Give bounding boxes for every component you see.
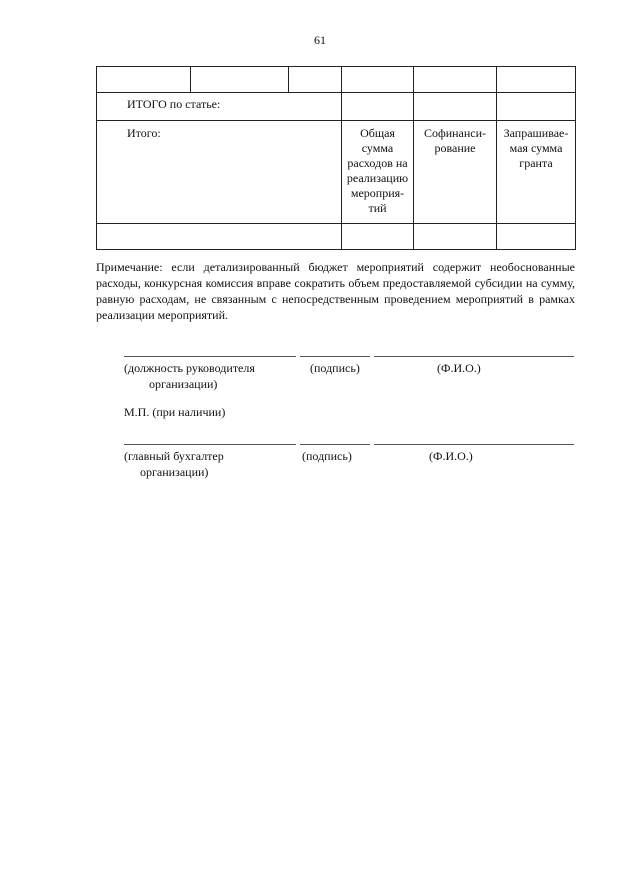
total-expenses-header [342, 121, 414, 224]
table-cell [342, 224, 414, 250]
head-fio-line [374, 356, 574, 357]
table-row [97, 121, 576, 224]
table-cell [497, 67, 576, 93]
table-cell [289, 67, 342, 93]
table-cell [97, 67, 191, 93]
header-line: Общая [360, 126, 395, 140]
table-row [97, 67, 576, 93]
header-line: гранта [519, 156, 553, 170]
accountant-fio-line [374, 444, 574, 445]
table-cell [342, 67, 414, 93]
budget-table [96, 66, 576, 250]
accountant-position-label-2: организации) [140, 465, 209, 479]
header-line: Софинанси- [423, 126, 487, 140]
header-line: реализацию [346, 171, 409, 185]
accountant-signature-label: (подпись) [302, 449, 352, 463]
table-cell [497, 224, 576, 250]
header-line: мая сумма [509, 141, 563, 155]
head-position-line [124, 356, 296, 357]
header-line: сумма [361, 141, 394, 155]
header-line: мероприя- [350, 186, 405, 200]
table-row [97, 224, 576, 250]
table-cell [97, 224, 342, 250]
head-position-label: (должность руководителя [124, 361, 255, 375]
table-cell [414, 93, 497, 121]
cofinancing-header [414, 121, 497, 224]
header-line: тий [368, 201, 387, 215]
accountant-position-line [124, 444, 296, 445]
accountant-fio-label: (Ф.И.О.) [429, 449, 473, 463]
header-line: рование [434, 141, 476, 155]
table-cell [414, 67, 497, 93]
accountant-signature-line [300, 444, 370, 445]
head-signature-label: (подпись) [310, 361, 360, 375]
table-row [97, 93, 576, 121]
header-line: Запрашивае- [503, 126, 569, 140]
table-cell [191, 67, 289, 93]
grant-requested-header [497, 121, 576, 224]
note-paragraph: Примечание: если детализированный бюджет мероприятий содержит необоснованные расходы, конкурсная комиссия вправе сократить объем предоставляемой субсидии на сумму, равную расходам, не связанным с непосредственным проведением мероприятий в рамках реализации мероприятий. [96, 260, 575, 322]
table-cell [414, 224, 497, 250]
table-cell [497, 93, 576, 121]
head-signature-line [300, 356, 370, 357]
head-position-label-2: организации) [149, 377, 218, 391]
itogo-po-statye-label: ИТОГО по статье: [97, 93, 342, 121]
itogo-label: Итого: [97, 121, 342, 224]
stamp-label: М.П. (при наличии) [124, 405, 226, 419]
header-line: расходов на [347, 156, 408, 170]
page-number: 61 [314, 33, 326, 47]
accountant-position-label: (главный бухгалтер [124, 449, 224, 463]
table-cell [342, 93, 414, 121]
head-fio-label: (Ф.И.О.) [437, 361, 481, 375]
